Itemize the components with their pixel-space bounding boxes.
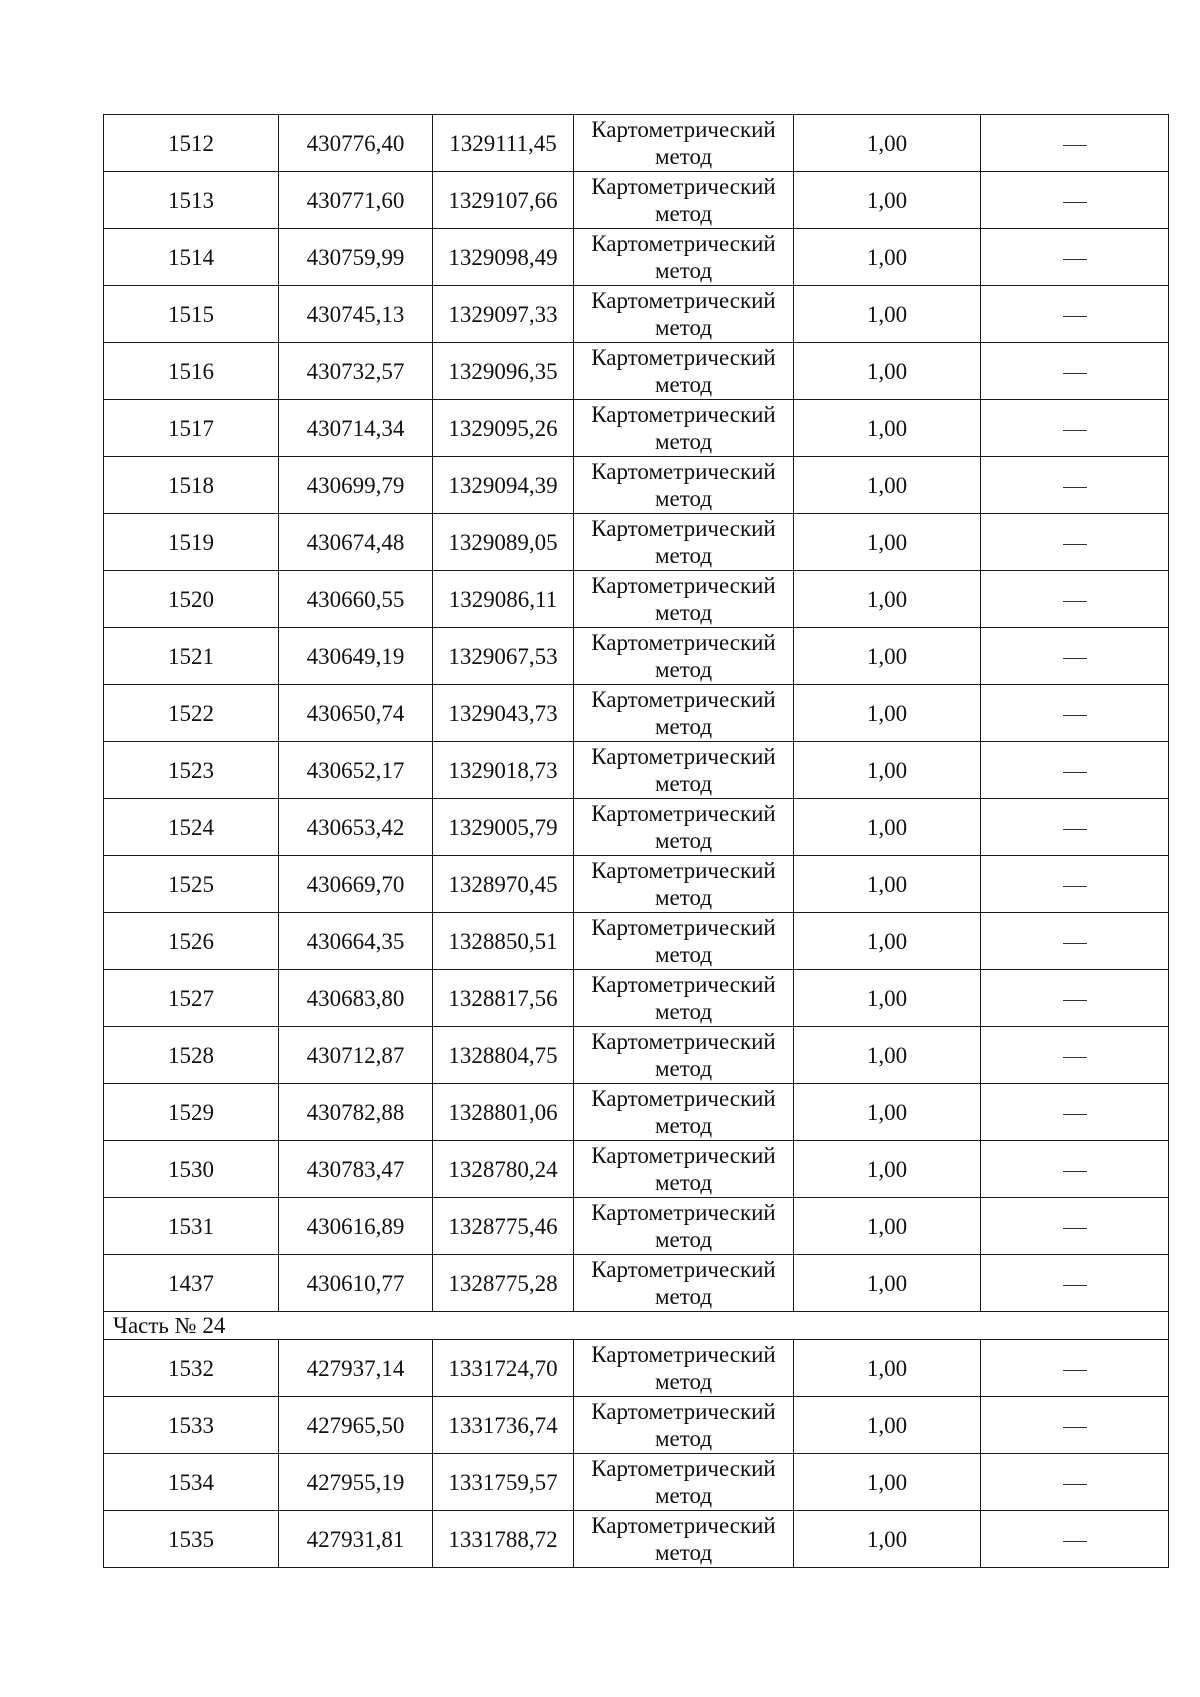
method-cell xyxy=(574,1141,794,1198)
method-text-line: метод xyxy=(654,999,713,1024)
coordinate-y-cell: 1331724,70 xyxy=(433,1340,574,1397)
coordinate-y-cell: 1328850,51 xyxy=(433,913,574,970)
method-cell xyxy=(574,286,794,343)
method-text-line: Картометрический xyxy=(591,972,776,997)
table-row xyxy=(104,1027,1169,1084)
method-cell xyxy=(574,1454,794,1511)
method-text-line: метод xyxy=(654,429,713,454)
coordinate-x-cell: 430674,48 xyxy=(279,514,433,571)
note-cell xyxy=(981,970,1169,1027)
method-text-line: метод xyxy=(654,144,713,169)
coordinate-x-cell: 430776,40 xyxy=(279,115,433,172)
note-cell xyxy=(981,742,1169,799)
accuracy-cell: 1,00 xyxy=(794,1340,981,1397)
dash-mark xyxy=(1063,886,1087,887)
point-number-cell: 1514 xyxy=(104,229,279,286)
coordinate-y-cell: 1328780,24 xyxy=(433,1141,574,1198)
table-row xyxy=(104,1454,1169,1511)
table-row xyxy=(104,1511,1169,1568)
point-number-cell: 1522 xyxy=(104,685,279,742)
coordinate-y-cell: 1329095,26 xyxy=(433,400,574,457)
coordinates-table xyxy=(103,114,1169,1568)
method-text-line: Картометрический xyxy=(591,1399,776,1424)
point-number-cell: 1531 xyxy=(104,1198,279,1255)
point-number-cell: 1518 xyxy=(104,457,279,514)
coordinate-y-cell: 1329043,73 xyxy=(433,685,574,742)
method-text-line: Картометрический xyxy=(591,231,776,256)
table-row xyxy=(104,685,1169,742)
dash-mark xyxy=(1063,715,1087,716)
accuracy-cell: 1,00 xyxy=(794,970,981,1027)
point-number-cell: 1530 xyxy=(104,1141,279,1198)
accuracy-cell: 1,00 xyxy=(794,742,981,799)
table-row xyxy=(104,1340,1169,1397)
method-cell xyxy=(574,1084,794,1141)
coordinate-x-cell: 430745,13 xyxy=(279,286,433,343)
dash-mark xyxy=(1063,259,1087,260)
dash-mark xyxy=(1063,1000,1087,1001)
method-cell xyxy=(574,457,794,514)
accuracy-cell: 1,00 xyxy=(794,400,981,457)
coordinate-y-cell: 1328775,28 xyxy=(433,1255,574,1312)
note-cell xyxy=(981,1141,1169,1198)
table-row xyxy=(104,628,1169,685)
coordinate-x-cell: 430652,17 xyxy=(279,742,433,799)
coordinate-y-cell: 1328775,46 xyxy=(433,1198,574,1255)
method-cell xyxy=(574,1027,794,1084)
method-text-line: Картометрический xyxy=(591,744,776,769)
note-cell xyxy=(981,1198,1169,1255)
coordinate-x-cell: 430759,99 xyxy=(279,229,433,286)
coordinate-y-cell: 1329094,39 xyxy=(433,457,574,514)
method-cell xyxy=(574,685,794,742)
coordinate-x-cell: 430669,70 xyxy=(279,856,433,913)
note-cell xyxy=(981,571,1169,628)
accuracy-cell: 1,00 xyxy=(794,1084,981,1141)
method-cell xyxy=(574,1255,794,1312)
table-row xyxy=(104,1084,1169,1141)
method-cell xyxy=(574,913,794,970)
coordinate-y-cell: 1329067,53 xyxy=(433,628,574,685)
accuracy-cell: 1,00 xyxy=(794,571,981,628)
accuracy-cell: 1,00 xyxy=(794,628,981,685)
accuracy-cell: 1,00 xyxy=(794,799,981,856)
point-number-cell: 1528 xyxy=(104,1027,279,1084)
coordinate-x-cell: 427937,14 xyxy=(279,1340,433,1397)
method-text-line: Картометрический xyxy=(591,858,776,883)
coordinate-x-cell: 430783,47 xyxy=(279,1141,433,1198)
accuracy-cell: 1,00 xyxy=(794,1454,981,1511)
dash-mark xyxy=(1063,772,1087,773)
method-text-line: Картометрический xyxy=(591,687,776,712)
point-number-cell: 1515 xyxy=(104,286,279,343)
point-number-cell: 1532 xyxy=(104,1340,279,1397)
note-cell xyxy=(981,286,1169,343)
method-text-line: метод xyxy=(654,1540,713,1565)
point-number-cell: 1512 xyxy=(104,115,279,172)
note-cell xyxy=(981,1084,1169,1141)
coordinate-x-cell: 430660,55 xyxy=(279,571,433,628)
note-cell xyxy=(981,343,1169,400)
method-cell xyxy=(574,343,794,400)
method-text-line: метод xyxy=(654,201,713,226)
coordinate-x-cell: 427965,50 xyxy=(279,1397,433,1454)
point-number-cell: 1519 xyxy=(104,514,279,571)
note-cell xyxy=(981,514,1169,571)
coordinate-y-cell: 1329111,45 xyxy=(433,115,574,172)
note-cell xyxy=(981,628,1169,685)
point-number-cell: 1520 xyxy=(104,571,279,628)
note-cell xyxy=(981,172,1169,229)
coordinate-y-cell: 1328970,45 xyxy=(433,856,574,913)
coordinate-y-cell: 1328801,06 xyxy=(433,1084,574,1141)
coordinate-y-cell: 1331788,72 xyxy=(433,1511,574,1568)
coordinate-x-cell: 427955,19 xyxy=(279,1454,433,1511)
coordinate-y-cell: 1331759,57 xyxy=(433,1454,574,1511)
dash-mark xyxy=(1063,1228,1087,1229)
table-row xyxy=(104,1141,1169,1198)
coordinate-x-cell: 430653,42 xyxy=(279,799,433,856)
accuracy-cell: 1,00 xyxy=(794,685,981,742)
point-number-cell: 1517 xyxy=(104,400,279,457)
dash-mark xyxy=(1063,658,1087,659)
table-row xyxy=(104,970,1169,1027)
table-row xyxy=(104,799,1169,856)
dash-mark xyxy=(1063,430,1087,431)
method-text-line: метод xyxy=(654,1369,713,1394)
point-number-cell: 1516 xyxy=(104,343,279,400)
point-number-cell: 1523 xyxy=(104,742,279,799)
section-title: Часть № 24 xyxy=(104,1312,1169,1340)
method-text-line: метод xyxy=(654,942,713,967)
method-cell xyxy=(574,115,794,172)
method-text-line: Картометрический xyxy=(591,1143,776,1168)
coordinate-y-cell: 1329005,79 xyxy=(433,799,574,856)
accuracy-cell: 1,00 xyxy=(794,1511,981,1568)
method-cell xyxy=(574,400,794,457)
method-cell xyxy=(574,571,794,628)
table-row xyxy=(104,172,1169,229)
point-number-cell: 1527 xyxy=(104,970,279,1027)
method-text-line: метод xyxy=(654,1284,713,1309)
coordinate-x-cell: 430649,19 xyxy=(279,628,433,685)
coordinate-y-cell: 1329096,35 xyxy=(433,343,574,400)
note-cell xyxy=(981,229,1169,286)
dash-mark xyxy=(1063,829,1087,830)
accuracy-cell: 1,00 xyxy=(794,1255,981,1312)
method-cell xyxy=(574,1198,794,1255)
method-text-line: Картометрический xyxy=(591,174,776,199)
method-text-line: Картометрический xyxy=(591,573,776,598)
method-cell xyxy=(574,799,794,856)
accuracy-cell: 1,00 xyxy=(794,1141,981,1198)
dash-mark xyxy=(1063,1285,1087,1286)
coordinate-x-cell: 430699,79 xyxy=(279,457,433,514)
method-text-line: метод xyxy=(654,1483,713,1508)
method-text-line: метод xyxy=(654,1170,713,1195)
method-text-line: Картометрический xyxy=(591,801,776,826)
method-text-line: метод xyxy=(654,1426,713,1451)
point-number-cell: 1533 xyxy=(104,1397,279,1454)
note-cell xyxy=(981,400,1169,457)
method-cell xyxy=(574,856,794,913)
method-text-line: Картометрический xyxy=(591,459,776,484)
note-cell xyxy=(981,457,1169,514)
method-text-line: Картометрический xyxy=(591,345,776,370)
dash-mark xyxy=(1063,1541,1087,1542)
accuracy-cell: 1,00 xyxy=(794,343,981,400)
note-cell xyxy=(981,115,1169,172)
method-text-line: метод xyxy=(654,1113,713,1138)
method-cell xyxy=(574,1340,794,1397)
note-cell xyxy=(981,1340,1169,1397)
method-text-line: Картометрический xyxy=(591,402,776,427)
table-row xyxy=(104,571,1169,628)
note-cell xyxy=(981,1454,1169,1511)
accuracy-cell: 1,00 xyxy=(794,457,981,514)
table-row xyxy=(104,1255,1169,1312)
section-row xyxy=(104,1312,1169,1340)
method-text-line: метод xyxy=(654,543,713,568)
method-text-line: Картометрический xyxy=(591,117,776,142)
coordinate-x-cell: 430782,88 xyxy=(279,1084,433,1141)
method-text-line: метод xyxy=(654,258,713,283)
method-text-line: метод xyxy=(654,600,713,625)
method-cell xyxy=(574,229,794,286)
coordinate-y-cell: 1329018,73 xyxy=(433,742,574,799)
method-text-line: Картометрический xyxy=(591,516,776,541)
method-text-line: метод xyxy=(654,486,713,511)
method-text-line: Картометрический xyxy=(591,1342,776,1367)
coordinate-x-cell: 430616,89 xyxy=(279,1198,433,1255)
method-cell xyxy=(574,628,794,685)
accuracy-cell: 1,00 xyxy=(794,856,981,913)
method-text-line: метод xyxy=(654,657,713,682)
coordinates-table-body xyxy=(104,115,1169,1568)
dash-mark xyxy=(1063,544,1087,545)
coordinate-y-cell: 1329098,49 xyxy=(433,229,574,286)
coordinate-y-cell: 1328804,75 xyxy=(433,1027,574,1084)
point-number-cell: 1513 xyxy=(104,172,279,229)
table-row xyxy=(104,1198,1169,1255)
point-number-cell: 1525 xyxy=(104,856,279,913)
note-cell xyxy=(981,856,1169,913)
dash-mark xyxy=(1063,1057,1087,1058)
method-text-line: Картометрический xyxy=(591,915,776,940)
coordinate-x-cell: 430714,34 xyxy=(279,400,433,457)
point-number-cell: 1524 xyxy=(104,799,279,856)
method-text-line: Картометрический xyxy=(591,1456,776,1481)
dash-mark xyxy=(1063,943,1087,944)
note-cell xyxy=(981,1397,1169,1454)
note-cell xyxy=(981,1027,1169,1084)
coordinate-x-cell: 430712,87 xyxy=(279,1027,433,1084)
method-cell xyxy=(574,970,794,1027)
method-cell xyxy=(574,1397,794,1454)
table-row xyxy=(104,400,1169,457)
method-cell xyxy=(574,742,794,799)
table-row xyxy=(104,856,1169,913)
method-cell xyxy=(574,514,794,571)
dash-mark xyxy=(1063,601,1087,602)
accuracy-cell: 1,00 xyxy=(794,172,981,229)
method-text-line: Картометрический xyxy=(591,1257,776,1282)
coordinate-y-cell: 1329097,33 xyxy=(433,286,574,343)
accuracy-cell: 1,00 xyxy=(794,1027,981,1084)
dash-mark xyxy=(1063,487,1087,488)
note-cell xyxy=(981,1255,1169,1312)
table-row xyxy=(104,229,1169,286)
dash-mark xyxy=(1063,145,1087,146)
note-cell xyxy=(981,913,1169,970)
coordinate-x-cell: 430771,60 xyxy=(279,172,433,229)
dash-mark xyxy=(1063,1484,1087,1485)
coordinate-y-cell: 1329086,11 xyxy=(433,571,574,628)
dash-mark xyxy=(1063,1171,1087,1172)
method-text-line: Картометрический xyxy=(591,630,776,655)
coordinate-x-cell: 430610,77 xyxy=(279,1255,433,1312)
coordinate-x-cell: 430732,57 xyxy=(279,343,433,400)
coordinate-x-cell: 430683,80 xyxy=(279,970,433,1027)
note-cell xyxy=(981,799,1169,856)
accuracy-cell: 1,00 xyxy=(794,229,981,286)
method-text-line: метод xyxy=(654,372,713,397)
method-text-line: метод xyxy=(654,828,713,853)
dash-mark xyxy=(1063,1114,1087,1115)
table-row xyxy=(104,286,1169,343)
note-cell xyxy=(981,1511,1169,1568)
method-text-line: Картометрический xyxy=(591,1200,776,1225)
accuracy-cell: 1,00 xyxy=(794,1397,981,1454)
method-text-line: метод xyxy=(654,714,713,739)
dash-mark xyxy=(1063,1370,1087,1371)
table-row xyxy=(104,457,1169,514)
table-row xyxy=(104,514,1169,571)
accuracy-cell: 1,00 xyxy=(794,913,981,970)
method-text-line: метод xyxy=(654,315,713,340)
point-number-cell: 1437 xyxy=(104,1255,279,1312)
method-text-line: метод xyxy=(654,885,713,910)
method-text-line: метод xyxy=(654,771,713,796)
method-cell xyxy=(574,172,794,229)
point-number-cell: 1535 xyxy=(104,1511,279,1568)
table-row xyxy=(104,742,1169,799)
coordinate-y-cell: 1328817,56 xyxy=(433,970,574,1027)
method-text-line: Картометрический xyxy=(591,288,776,313)
point-number-cell: 1521 xyxy=(104,628,279,685)
method-text-line: Картометрический xyxy=(591,1086,776,1111)
table-row xyxy=(104,343,1169,400)
coordinate-x-cell: 430650,74 xyxy=(279,685,433,742)
coordinate-x-cell: 430664,35 xyxy=(279,913,433,970)
method-text-line: Картометрический xyxy=(591,1029,776,1054)
method-text-line: метод xyxy=(654,1056,713,1081)
note-cell xyxy=(981,685,1169,742)
coordinate-y-cell: 1331736,74 xyxy=(433,1397,574,1454)
accuracy-cell: 1,00 xyxy=(794,115,981,172)
accuracy-cell: 1,00 xyxy=(794,1198,981,1255)
point-number-cell: 1534 xyxy=(104,1454,279,1511)
point-number-cell: 1526 xyxy=(104,913,279,970)
dash-mark xyxy=(1063,1427,1087,1428)
method-cell xyxy=(574,1511,794,1568)
dash-mark xyxy=(1063,202,1087,203)
table-row xyxy=(104,115,1169,172)
dash-mark xyxy=(1063,373,1087,374)
accuracy-cell: 1,00 xyxy=(794,286,981,343)
coordinate-y-cell: 1329107,66 xyxy=(433,172,574,229)
dash-mark xyxy=(1063,316,1087,317)
method-text-line: Картометрический xyxy=(591,1513,776,1538)
table-row xyxy=(104,1397,1169,1454)
accuracy-cell: 1,00 xyxy=(794,514,981,571)
coordinate-x-cell: 427931,81 xyxy=(279,1511,433,1568)
method-text-line: метод xyxy=(654,1227,713,1252)
table-row xyxy=(104,913,1169,970)
coordinate-y-cell: 1329089,05 xyxy=(433,514,574,571)
point-number-cell: 1529 xyxy=(104,1084,279,1141)
